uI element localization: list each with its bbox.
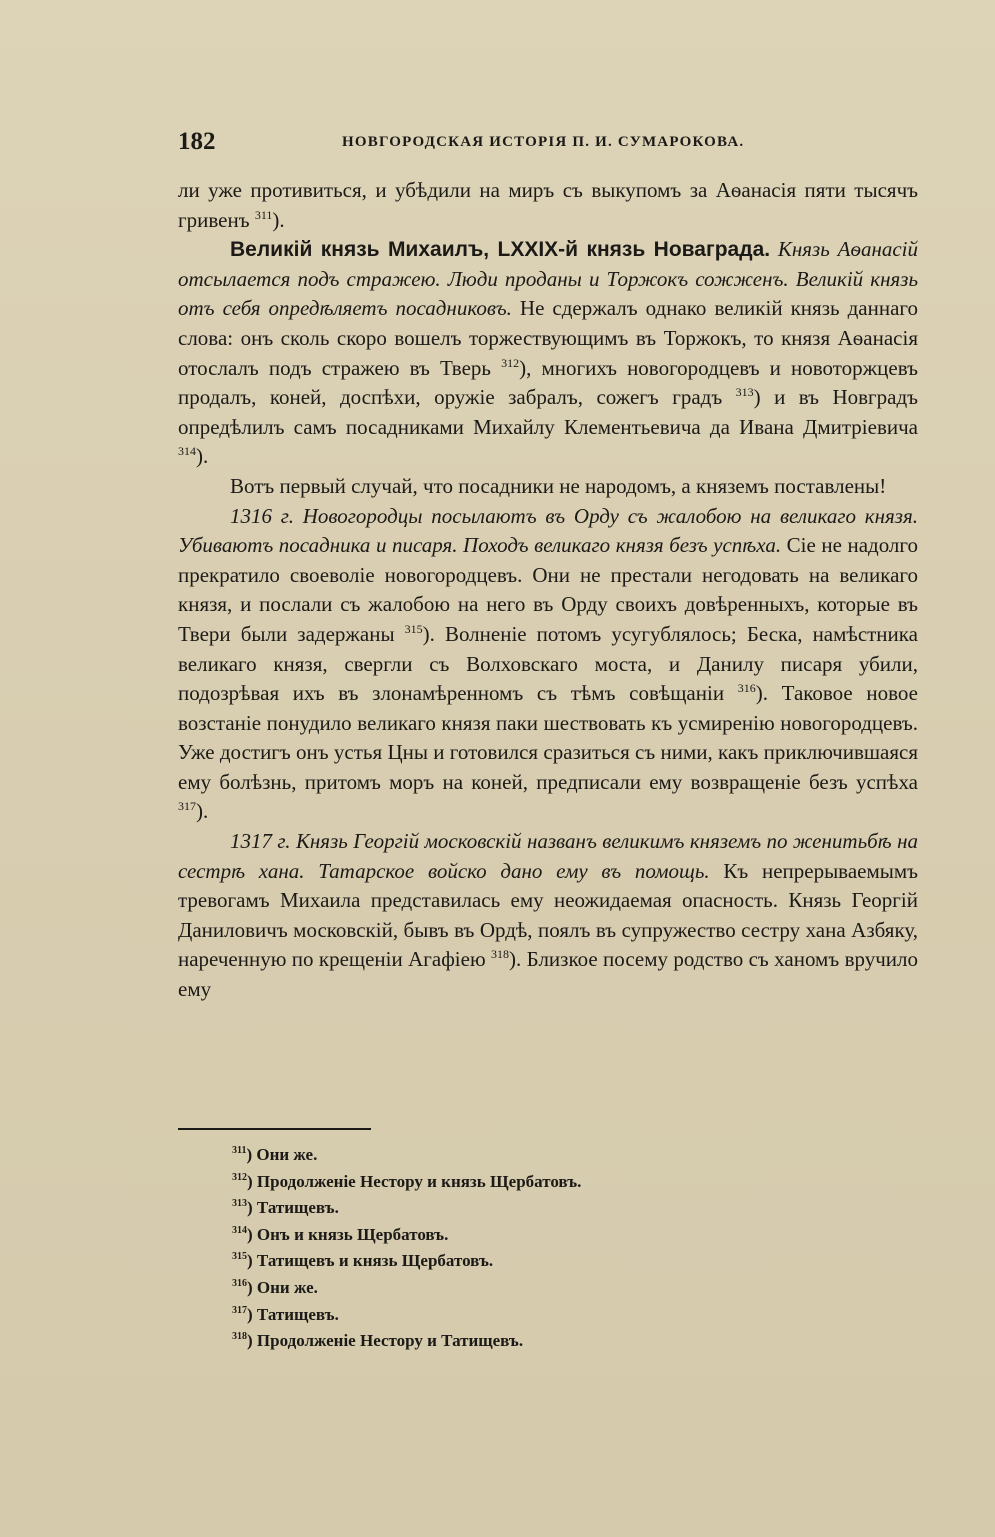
footnote-divider bbox=[178, 1128, 371, 1130]
footnote-number: 314 bbox=[232, 1224, 247, 1236]
section-summary: 1316 г. Новогородцы посылаютъ въ Орду съ жалобою на великаго князя. Убиваютъ посадника и писаря. Походъ великаго князя безъ успѣха. bbox=[178, 503, 918, 558]
footnote-text: ) Они же. bbox=[247, 1277, 318, 1297]
footnote-ref: 318 bbox=[491, 947, 510, 962]
paragraph-text: ) и въ Новградъ опредѣлилъ самъ посадниками Михайлу Клементьевича да Ивана Дмитрiевича bbox=[178, 385, 919, 439]
footnote-number: 312 bbox=[232, 1171, 247, 1183]
paragraph-mikhail bbox=[178, 235, 918, 472]
paragraph-text: ), многихъ новогородцевъ и новоторжцевъ продалъ, коней, доспѣхи, оружiе забралъ, сожегъ градъ bbox=[178, 355, 918, 410]
paragraph-1316 bbox=[178, 502, 918, 828]
footnote bbox=[232, 1302, 581, 1329]
section-summary: 1317 г. Князь Георгiй московскiй названъ великимъ княземъ по женитьбѣ на сестрѣ хана. Татарское войско дано ему въ помощь. bbox=[178, 829, 918, 883]
footnote-ref: 311 bbox=[254, 207, 273, 222]
footnote-text: ) Продолженiе Нестору и князь Щербатовъ. bbox=[247, 1171, 582, 1191]
footnote-text: ) Татищевъ. bbox=[247, 1304, 339, 1324]
paragraph-text: ). bbox=[196, 444, 209, 469]
paragraph-text: Не сдержалъ однако великiй князь даннаго слова: онъ сколь скоро вошелъ торжествующимъ въ Торжокъ, то князя Аѳанасія отослалъ подъ стражею въ Тверь bbox=[178, 296, 919, 380]
footnote-text: ) Онъ и князь Щербатовъ. bbox=[247, 1224, 449, 1244]
footnote-ref: 312 bbox=[501, 355, 520, 370]
footnote-ref: 316 bbox=[737, 681, 756, 696]
paragraph-continuation bbox=[178, 176, 918, 235]
section-heading: Великiй князь Михаилъ, LXXIX-й князь Новаграда. bbox=[230, 238, 771, 262]
footnote-number: 311 bbox=[232, 1145, 247, 1156]
footnote-number: 315 bbox=[232, 1251, 247, 1263]
footnote bbox=[232, 1222, 581, 1249]
footnote-number: 313 bbox=[232, 1198, 247, 1210]
running-title: НОВГОРОДСКАЯ ИСТОРIЯ П. И. СУМАРОКОВА. bbox=[342, 134, 745, 150]
footnote-number: 317 bbox=[232, 1304, 247, 1316]
paragraph-1317 bbox=[178, 827, 918, 1005]
footnote-ref: 314 bbox=[178, 444, 196, 459]
footnotes bbox=[232, 1142, 581, 1355]
footnote bbox=[232, 1195, 581, 1222]
footnote-number: 318 bbox=[232, 1331, 247, 1343]
paragraph-text: ). Близкое посему родство съ ханомъ вручило ему bbox=[178, 947, 918, 1002]
paragraph-text: Вотъ первый случай, что посадники не народомъ, а княземъ поставлены! bbox=[230, 473, 887, 498]
paragraph-text: ли уже противиться, и убѣдили на миръ съ выкупомъ за Аѳанасія пяти тысячъ гривенъ bbox=[178, 178, 918, 232]
section-summary: Князь Аѳанасiй отсылается подъ стражею. Люди проданы и Торжокъ сожженъ. Великiй князь отъ себя опредѣляетъ посадниковъ. bbox=[178, 237, 919, 321]
footnote-text: ) Они же. bbox=[246, 1145, 318, 1164]
footnote bbox=[232, 1142, 581, 1169]
page-number: 182 bbox=[178, 128, 216, 155]
footnote-number: 316 bbox=[232, 1277, 247, 1289]
footnote-text: ) Продолженiе Нестору и Татищевъ. bbox=[247, 1331, 524, 1351]
paragraph-text: Къ непрерываемымъ тревогамъ Михаила представилась ему неожидаемая опасность. Князь Георгiй Даниловичъ московскiй, бывъ въ Ордѣ, поялъ въ супружество сестру хана Азбяку, нареченную по крещенiи Агафiею bbox=[178, 858, 919, 972]
footnote-ref: 317 bbox=[178, 799, 196, 814]
paragraph-text: ). Волненiе потомъ усугублялось; Беска, намѣстника великаго князя, свергли съ Волховскаго моста, и Данилу писаря убили, подозрѣвая ихъ въ злонамѣренномъ съ тѣмъ совѣщанiи bbox=[178, 621, 918, 706]
footnote-text: ) Татищевъ и князь Щербатовъ. bbox=[247, 1251, 494, 1271]
footnote-ref: 313 bbox=[735, 385, 754, 400]
paragraph-text: Сiе не надолго прекратило своеволiе новогородцевъ. Они не престали негодовать на великаго князя, и послали съ жалобою на него въ Орду своихъ довѣренныхъ, которые въ Твери были задержаны bbox=[178, 533, 918, 646]
footnote bbox=[232, 1328, 581, 1355]
footnote-text: ) Татищевъ. bbox=[247, 1198, 339, 1218]
page-header bbox=[178, 128, 758, 160]
footnote bbox=[232, 1275, 581, 1302]
footnote-ref: 315 bbox=[404, 621, 423, 636]
paragraph-text: ). Таковое новое возстанiе понудило великаго князя паки шествовать къ усмиренiю новогородцевъ. Уже достигъ онъ устья Цны и готовился сразиться съ ними, какъ приключившаяся ему болѣзнь, притомъ моръ на коней, предписали ему возвращенiе безъ успѣха bbox=[178, 681, 918, 794]
paragraph-first-case bbox=[178, 472, 918, 502]
paragraph-text: ). bbox=[196, 799, 209, 824]
footnote bbox=[232, 1169, 581, 1196]
footnote bbox=[232, 1248, 581, 1275]
body-text bbox=[178, 176, 918, 1005]
paragraph-text: ). bbox=[272, 207, 285, 232]
